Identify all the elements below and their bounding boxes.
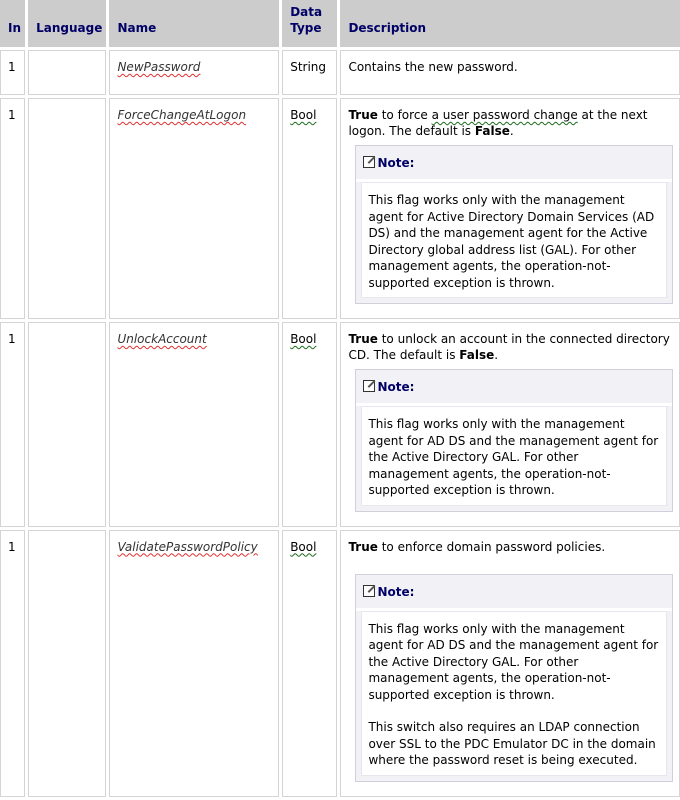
table-row	[0, 322, 680, 527]
cell-name	[109, 50, 279, 95]
cell-in: 1	[0, 322, 25, 527]
cell-language	[28, 322, 106, 527]
note-box	[355, 145, 673, 304]
header-name: Name	[109, 0, 279, 47]
header-language: Language	[28, 0, 106, 47]
cell-name	[109, 530, 279, 797]
note-paragraph: This flag works only with the management agent for AD DS and the management agent for the Active Directory GAL. For other management agents, the operation-not-supported exception is thrown.	[368, 417, 659, 497]
table-row	[0, 98, 680, 319]
description-text	[348, 539, 674, 555]
param-type: Bool	[290, 539, 317, 554]
note-paragraph: This switch also requires an LDAP connection over SSL to the PDC Emulator DC in the domain where the password reset is being executed.	[368, 720, 656, 767]
note-body	[361, 182, 667, 298]
table-row	[0, 530, 680, 797]
table-row	[0, 50, 680, 95]
note-pencil-icon	[363, 156, 375, 168]
cell-language	[28, 98, 106, 319]
note-paragraph: This flag works only with the management agent for AD DS and the management agent for the Active Directory GAL. For other management agents, the operation-not-supported exception is thrown.	[368, 621, 659, 702]
cell-name	[109, 322, 279, 527]
cell-type	[282, 50, 337, 95]
cell-description	[340, 530, 680, 797]
header-data-type-line1: Data	[290, 5, 323, 19]
description-default-value: False	[459, 348, 495, 362]
cell-in: 1	[0, 50, 25, 95]
cell-description	[340, 322, 680, 527]
note-header	[356, 146, 672, 182]
param-name: ValidatePasswordPolicy	[117, 539, 258, 554]
cell-type	[282, 98, 337, 319]
description-default-value: False	[474, 124, 510, 138]
cell-language	[28, 530, 106, 797]
note-label: Note:	[377, 380, 415, 394]
param-name: UnlockAccount	[117, 332, 207, 346]
note-box	[355, 369, 673, 512]
header-in: In	[0, 0, 25, 47]
cell-type	[282, 322, 337, 527]
param-type: Bool	[290, 108, 317, 122]
description-part: to unlock an account in the connected directory CD. The default is	[348, 332, 670, 362]
header-data-type-line2: Type	[290, 21, 322, 35]
cell-in: 1	[0, 530, 25, 797]
note-label: Note:	[377, 156, 415, 170]
description-part: .	[509, 124, 514, 138]
description-true-keyword: True	[348, 332, 378, 346]
note-header	[356, 370, 672, 406]
cell-description	[340, 98, 680, 319]
param-name: ForceChangeAtLogon	[117, 108, 247, 122]
description-text: Contains the new password.	[348, 60, 518, 74]
note-box	[355, 574, 673, 782]
param-type: Bool	[290, 332, 317, 346]
note-header	[356, 575, 672, 611]
param-type: String	[290, 60, 327, 74]
header-data-type	[282, 0, 337, 47]
note-body	[361, 406, 667, 506]
note-pencil-icon	[363, 585, 375, 597]
description-true-keyword: True	[348, 108, 378, 122]
description-part: .	[494, 348, 499, 362]
cell-description	[340, 50, 680, 95]
description-grammar-flag: a user password change	[431, 108, 578, 122]
param-name: NewPassword	[117, 60, 201, 74]
description-text	[348, 107, 674, 139]
header-row	[0, 0, 680, 47]
description-text	[348, 331, 674, 363]
note-pencil-icon	[363, 380, 375, 392]
cell-in: 1	[0, 98, 25, 319]
note-body	[361, 611, 667, 776]
note-paragraph: This flag works only with the management agent for Active Directory Domain Services (AD DS) and the management agent for the Active Directory global address list (GAL). For other management agents, the operation-not-supported exception is thrown.	[368, 193, 655, 290]
note-label: Note:	[377, 584, 415, 599]
header-description: Description	[340, 0, 680, 47]
cell-type	[282, 530, 337, 797]
cell-language	[28, 50, 106, 95]
description-part: to force	[377, 108, 432, 122]
description-part: to enforce domain password policies.	[377, 539, 606, 554]
description-part: at the next logon. The default is	[348, 108, 648, 138]
description-true-keyword: True	[348, 539, 378, 554]
cell-name	[109, 98, 279, 319]
